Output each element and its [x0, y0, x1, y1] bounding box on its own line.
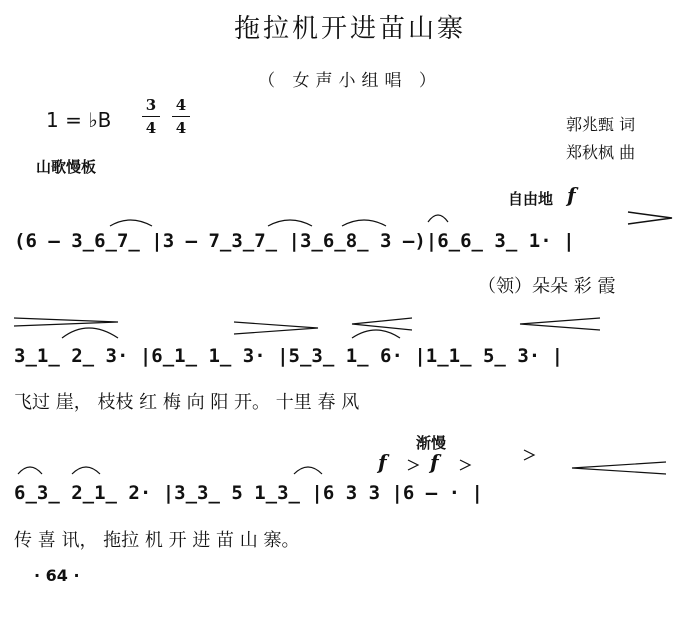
page-number: · 64 ·: [34, 566, 80, 585]
fermata-icon: [18, 467, 42, 474]
slur-arc: [352, 330, 400, 338]
meter-top: 3: [145, 96, 157, 114]
lyrics-line-1: （领）朵朵 彩 霞: [478, 276, 616, 297]
free-tempo-marking: 自由地: [508, 190, 554, 208]
crescendo-hairpin: [352, 318, 412, 330]
accent-mark: [408, 460, 418, 470]
score-line-3: 6̲3̲ 2̲1̲ 2· |3̲3̲ 5 1̲3̲ |6 3 3 |6 — · |: [14, 482, 483, 504]
dynamic-forte-2: f: [378, 450, 387, 474]
dynamic-forte-3: f: [430, 450, 439, 474]
dynamic-forte: f: [567, 183, 576, 207]
decrescendo-hairpin: [14, 318, 118, 326]
fermata-icon: [428, 215, 448, 222]
slur-arc: [110, 220, 152, 226]
performance-subtitle: （ 女声小组唱 ）: [258, 71, 442, 91]
meter-bottom: 4: [175, 119, 187, 137]
meter-top: 4: [175, 96, 187, 114]
fermata-icon: [72, 467, 100, 474]
decrescendo-hairpin: [628, 212, 672, 224]
fermata-icon: [294, 467, 322, 474]
slur-arc: [62, 328, 118, 338]
composer-credit: 郑秋枫 曲: [566, 143, 636, 162]
accent-mark: [460, 460, 470, 470]
gradually-slower-marking: 渐慢: [416, 434, 447, 452]
meter-bottom: 4: [145, 119, 157, 137]
song-title: 拖拉机开进苗山寨: [233, 14, 466, 44]
lyrics-line-3: 传 喜 讯， 拖拉 机 开 进 苗 山 寨。: [14, 530, 300, 551]
crescendo-hairpin: [520, 318, 600, 330]
key-signature: 1 = ♭B: [46, 108, 112, 132]
accent-mark: [524, 450, 534, 460]
decrescendo-hairpin: [234, 322, 318, 334]
lyrics-line-2: 飞过 崖， 枝枝 红 梅 向 阳 开。 十里 春 风: [14, 392, 360, 413]
score-line-2: 3̲1̲ 2̲ 3· |6̲1̲ 1̲ 3· |5̲3̲ 1̲ 6· |1̲1̲ 5̲ 3· |: [14, 345, 564, 367]
tempo-marking: 山歌慢板: [36, 158, 97, 176]
slur-arc: [342, 220, 386, 226]
score-line-1: (6 — 3̲6̲7̲ |3 — 7̲3̲7̲ |3̲6̲8̲ 3 —)|6̲6̲ 3̲ 1· |: [14, 230, 575, 252]
lyricist-credit: 郭兆甄 词: [566, 115, 636, 134]
slur-arc: [268, 220, 312, 226]
crescendo-hairpin: [572, 462, 666, 474]
